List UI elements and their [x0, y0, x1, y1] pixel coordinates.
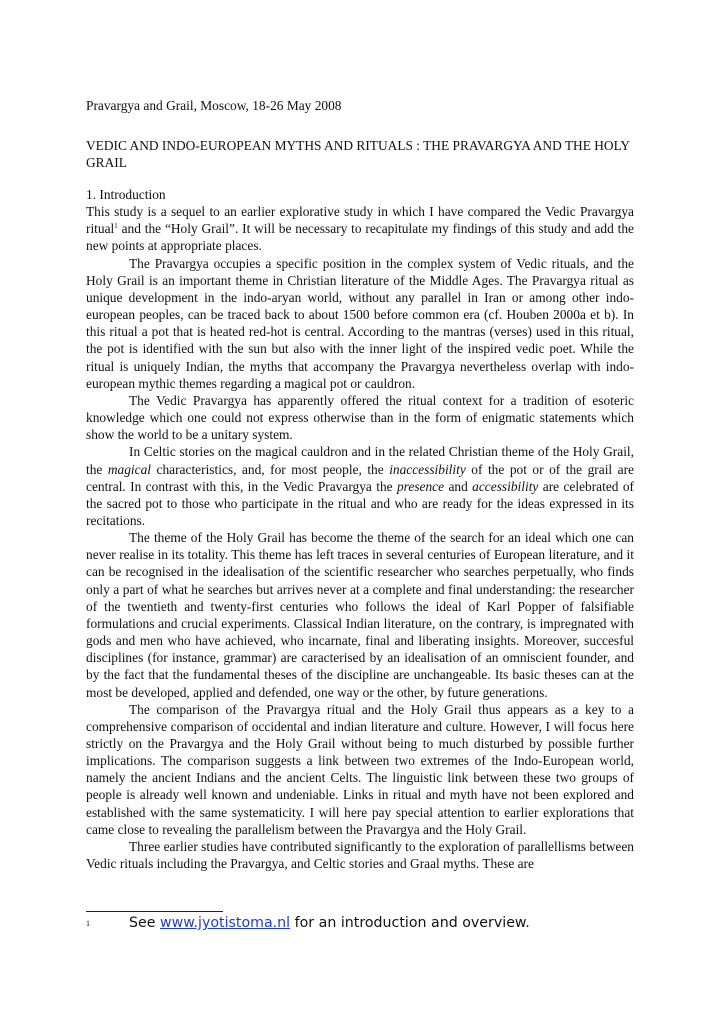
- footnote-link[interactable]: www.jyotistoma.nl: [159, 915, 291, 931]
- paragraph-4-text-d: and: [444, 478, 473, 494]
- footnote-reference[interactable]: 1: [114, 222, 118, 231]
- emphasis-magical: magical: [107, 461, 152, 477]
- document-title: VEDIC AND INDO-EUROPEAN MYTHS AND RITUALS : THE PRAVARGYA AND THE HOLY GRAIL: [86, 138, 630, 171]
- paragraph-4-text-c: of the pot or of the grail are central. In contrast with this, in the Vedic Pravargya the: [86, 461, 634, 494]
- paragraph-3: The Vedic Pravargya has apparently offered the ritual context for a tradition of esoteric knowledge which one could not express otherwise than in the form of enigmatic statements which show the world to be a unitary system.: [86, 392, 634, 443]
- document-body: [86, 186, 634, 872]
- footnote-divider: [86, 911, 223, 912]
- paragraph-1-text-a: This study is a sequel to an earlier explorative study in which I have compared the Vedic Pravargya ritual: [86, 204, 634, 237]
- paragraph-4-text-a: In Celtic stories on the magical cauldron and in the related Christian theme of the Holy Grail, the: [86, 444, 634, 477]
- footnote-text-b: for an introduction and overview.: [290, 915, 530, 931]
- emphasis-accessibility: accessibility: [472, 478, 539, 494]
- footnote-text: [129, 914, 530, 932]
- footnote-text-a: See: [129, 915, 160, 931]
- paragraph-4-text-b: characteristics, and, for most people, the: [151, 461, 390, 477]
- paragraph-5: The theme of the Holy Grail has become the theme of the search for an ideal which one can never realise in its totality. This theme has left traces in several centuries of European literature, and it can be recognised in the idealisation of the scientific researcher who searches perpetually, who finds only a part of what he searches but arrives never at a complete and final understanding: the researcher of the twentieth and twenty-first centuries who follows the ideal of Karl Popper of falsifiable formulations and crucial experiments. Classical Indian literature, on the contrary, is impregnated with gods and men who have achieved, who incarnate, final and liberating insights. Moreover, succesful disciplines (for instance, grammar) are caracterised by an idealisation of an omniscient founder, and by the fact that the fundamental theses of the discipline are unchangeable. Its basic theses can at the most be developed, applied and defended, one way or the other, by future generations.: [86, 530, 634, 700]
- paragraph-4: [86, 443, 634, 529]
- footnote-mark: 1: [86, 919, 90, 928]
- paragraph-4-text-e: are celebrated of the sacred pot to those who participate in the ritual and who are ready for the ideas expressed in its recitations.: [86, 478, 635, 528]
- paragraph-6: The comparison of the Pravargya ritual and the Holy Grail thus appears as a key to a comprehensive comparison of occidental and indian literature and culture. However, I will focus here strictly on the Pravargya and the Holy Grail without being to much disturbed by possible further implications. The comparison suggests a link between two extremes of the Indo-European world, namely the ancient Indians and the ancient Celts. The linguistic link between these two groups of people is already well known and undeniable. Links in ritual and myth have not been explored and established with the same systematicity. I will here pay special attention to earlier explorations that came close to revealing the parallelism between the Pravargya and the Holy Grail.: [86, 701, 634, 837]
- section-heading: 1. Introduction: [86, 187, 166, 202]
- emphasis-inaccessibility: inaccessibility: [389, 461, 466, 477]
- paragraph-7: Three earlier studies have contributed significantly to the exploration of parallellisms between Vedic rituals including the Pravargya, and Celtic stories and Graal myths. These are: [86, 838, 634, 872]
- emphasis-presence: presence: [396, 478, 445, 494]
- running-header: Pravargya and Grail, Moscow, 18-26 May 2008: [86, 98, 342, 113]
- paragraph-1: [86, 203, 634, 254]
- paragraph-1-text-b: and the “Holy Grail”. It will be necessary to recapitulate my findings of this study and add the new points at appropriate places.: [86, 221, 634, 254]
- paragraph-2: The Pravargya occupies a specific position in the complex system of Vedic rituals, and the Holy Grail is an important theme in Christian literature of the Middle Ages. The Pravargya ritual as unique development in the indo-aryan world, without any parallel in Iran or among other indo-european peoples, can be traced back to about 1500 before common era (cf. Houben 2000a et b). In this ritual a pot that is heated red-hot is central. According to the mantras (verses) used in this ritual, the pot is identified with the sun but also with the inner light of the inspired vedic poet. While the ritual is uniquely Indian, the myths that accompany the Pravargya nevertheless overlap with indo-european mythic themes regarding a magical pot or cauldron.: [86, 255, 634, 391]
